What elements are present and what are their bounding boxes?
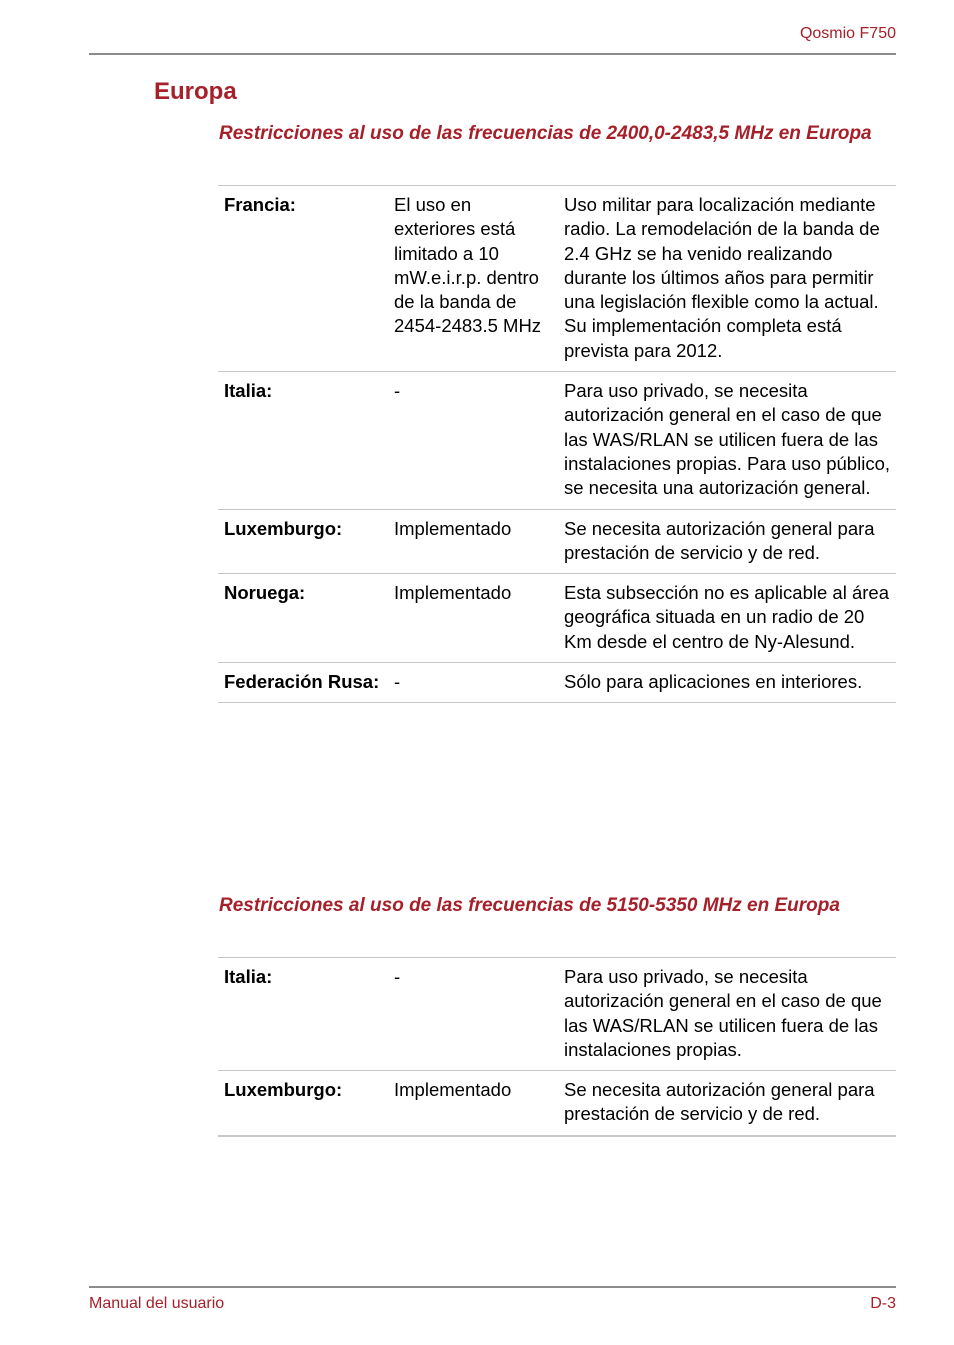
status-cell: Implementado xyxy=(394,1079,512,1101)
document-header-title: Qosmio F750 xyxy=(799,25,896,42)
note-cell: Para uso privado, se necesita autorización general en el caso de que las WAS/RLAN se utilicen fuera de las instalaciones propias. Para uso público, se necesita una autorización general. xyxy=(564,380,890,499)
note-cell: Uso militar para localización mediante radio. La remodelación de la banda de 2.4 GHz se ha venido realizando durante los últimos años para permitir una legislación flexible como la actual. Su implementación completa está prevista para 2012. xyxy=(564,194,880,361)
country-cell: Luxemburgo: xyxy=(224,1079,343,1101)
table-row xyxy=(218,509,896,574)
country-cell: Federación Rusa: xyxy=(224,671,380,693)
note-cell: Esta subsección no es aplicable al área geográfica situada en un radio de 20 Km desde el centro de Ny-Alesund. xyxy=(564,582,889,652)
restrictions-table-2400mhz xyxy=(218,185,896,703)
country-cell: Italia: xyxy=(224,380,273,402)
table-heading-2400mhz: Restricciones al uso de las frecuencias de 2400,0-2483,5 MHz en Europa xyxy=(219,123,872,144)
table-heading-5150mhz: Restricciones al uso de las frecuencias de 5150-5350 MHz en Europa xyxy=(219,895,840,916)
status-cell: - xyxy=(394,671,401,693)
table-row xyxy=(218,1071,896,1136)
footer-divider xyxy=(89,1286,896,1288)
table-row xyxy=(218,186,896,372)
note-cell: Sólo para aplicaciones en interiores. xyxy=(564,671,863,693)
note-cell: Se necesita autorización general para prestación de servicio y de red. xyxy=(564,1079,875,1125)
country-cell: Noruega: xyxy=(224,582,306,604)
table-row xyxy=(218,372,896,509)
country-cell: Luxemburgo: xyxy=(224,517,343,539)
country-cell: Francia: xyxy=(224,194,296,215)
status-cell: - xyxy=(394,966,401,987)
restrictions-table-5150mhz xyxy=(218,957,896,1137)
header-divider xyxy=(89,53,896,55)
status-cell: - xyxy=(394,380,401,402)
page-number: D-3 xyxy=(870,1295,896,1312)
table-row xyxy=(218,574,896,663)
table-row xyxy=(218,663,896,703)
section-title: Europa xyxy=(154,78,237,105)
note-cell: Se necesita autorización general para prestación de servicio y de red. xyxy=(564,517,875,563)
country-cell: Italia: xyxy=(224,966,273,987)
note-cell: Para uso privado, se necesita autorización general en el caso de que las WAS/RLAN se utilicen fuera de las instalaciones propias. xyxy=(564,966,882,1060)
table-row xyxy=(218,958,896,1071)
status-cell: El uso en exteriores está limitado a 10 mW.e.i.r.p. dentro de la banda de 2454-2483.5 MHz xyxy=(394,194,542,337)
status-cell: Implementado xyxy=(394,582,512,604)
status-cell: Implementado xyxy=(394,517,512,539)
footer-manual-title: Manual del usuario xyxy=(89,1295,225,1312)
